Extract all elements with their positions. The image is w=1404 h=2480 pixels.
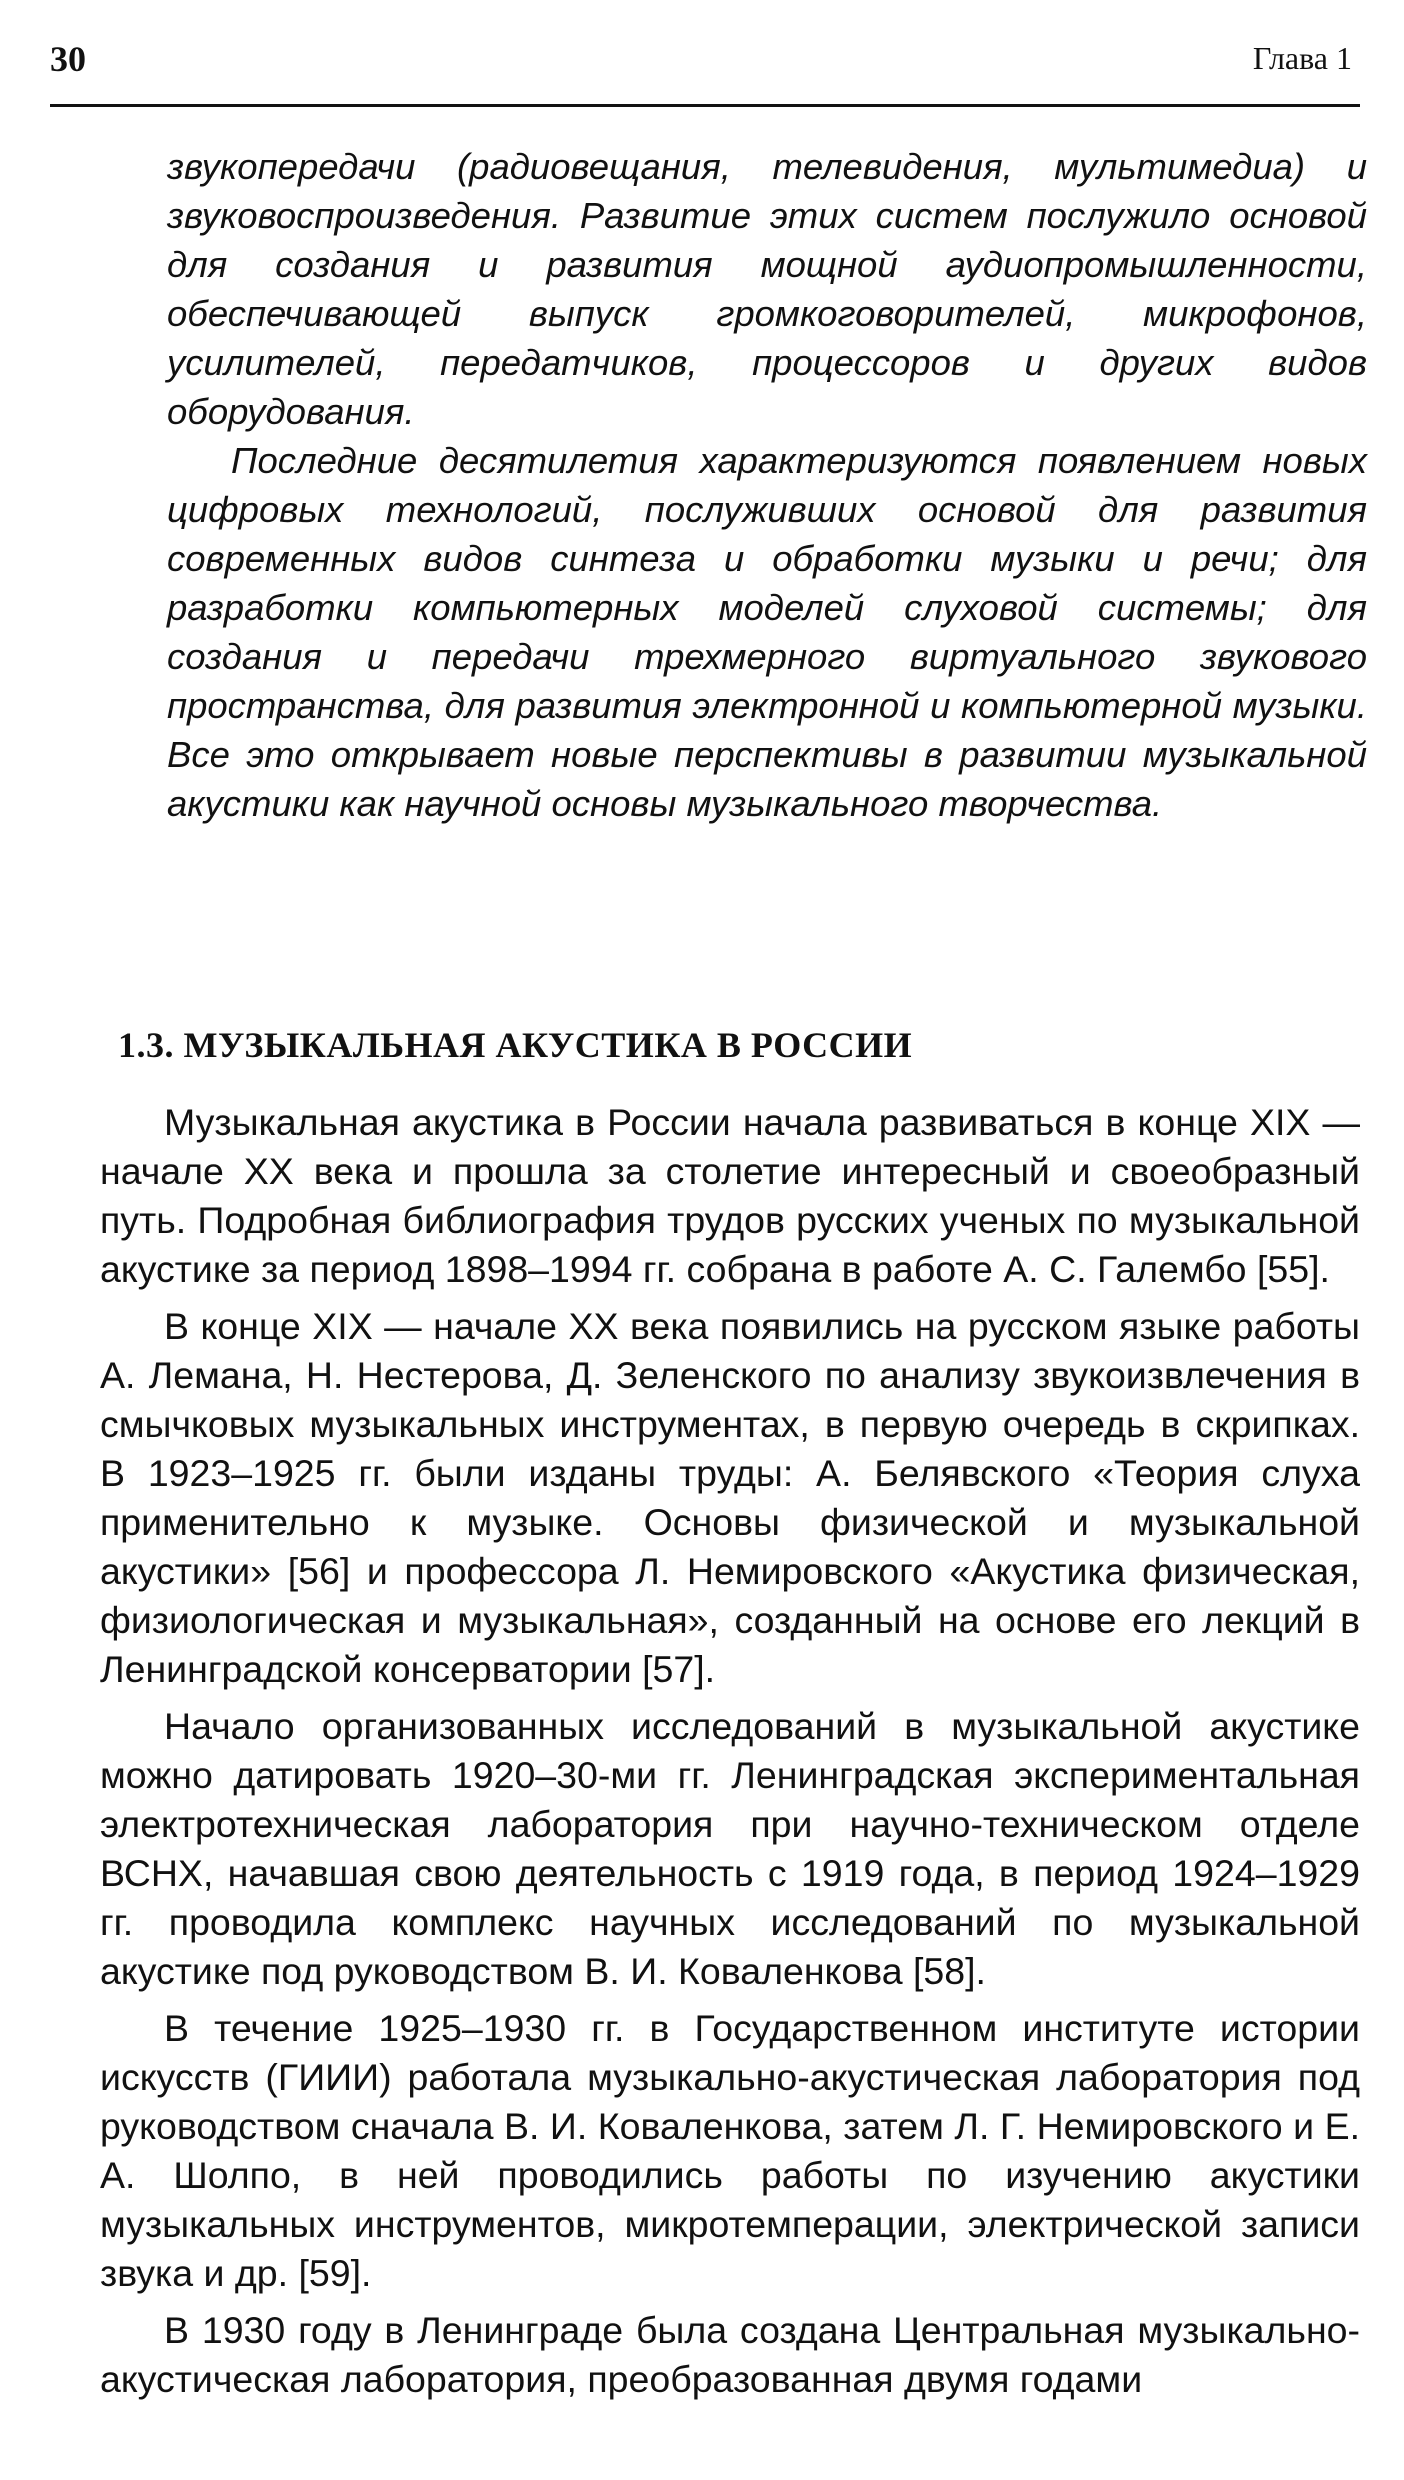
body-paragraph: Музыкальная акустика в России начала развиваться в конце XIX — начале XX века и прошла за столетие интересный и своеобразный путь. Подробная библиография трудов русских ученых по музыкальной акустике за период 1898–1994 гг. собрана в работе А. С. Галембо [55]. <box>100 1101 1360 1290</box>
body-paragraph: В течение 1925–1930 гг. в Государственном институте истории искусств (ГИИИ) работала музыкально-акустическая лаборатория под руководством сначала В. И. Коваленкова, затем Л. Г. Немировского и Е. А. Шолпо, в ней проводились работы по изучению акустики музыкальных инструментов, микротемперации, электрической записи звука и др. [59]. <box>100 2007 1360 2294</box>
section-body <box>100 1098 1360 2412</box>
body-paragraph: В конце XIX — начале XX века появились на русском языке работы А. Лемана, Н. Нестерова, Д. Зеленского по анализу звукоизвлечения в смычковых музыкальных инструментах, в первую очередь в скрипках. В 1923–1925 гг. были изданы труды: А. Белявского «Теория слуха применительно к музыке. Основы физической и музыкальной акустики» [56] и профессора Л. Немировского «Акустика физическая, физиологическая и музыкальная», созданный на основе его лекций в Ленинградской консерватории [57]. <box>100 1305 1360 1690</box>
page-header <box>50 38 1360 78</box>
section-heading: 1.3. МУЗЫКАЛЬНАЯ АКУСТИКА В РОССИИ <box>118 1025 913 1065</box>
header-rule <box>50 104 1360 107</box>
body-paragraph: В 1930 году в Ленинграде была создана Центральная музыкально-акустическая лаборатория, преобразованная двумя годами <box>100 2309 1360 2400</box>
running-head: Глава 1 <box>1252 40 1352 76</box>
intro-paragraph: Последние десятилетия характеризуются появлением новых цифровых технологий, послуживших основой для развития современных видов синтеза и обработки музыки и речи; для разработки компьютерных моделей слуховой системы; для создания и передачи трехмерного виртуального звукового пространства, для развития электронной и компьютерной музыки. Все это открывает новые перспективы в развитии музыкальной акустики как научной основы музыкального творчества. <box>167 440 1367 824</box>
body-paragraph: Начало организованных исследований в музыкальной акустике можно датировать 1920–30-ми гг. Ленинградская экспериментальная электротехническая лаборатория при научно-техническом отделе ВСНХ, начавшая свою деятельность с 1919 года, в период 1924–1929 гг. проводила комплекс научных исследований по музыкальной акустике под руководством В. И. Коваленкова [58]. <box>100 1705 1360 1992</box>
intro-text <box>167 142 1367 828</box>
intro-paragraph: звукопередачи (радиовещания, телевидения, мультимедиа) и звуковоспроизведения. Развитие этих систем послужило основой для создания и развития мощной аудиопромышленности, обеспечивающей выпуск громкоговорителей, микрофонов, усилителей, передатчиков, процессоров и других видов оборудования. <box>167 146 1367 432</box>
page-number: 30 <box>50 39 86 79</box>
